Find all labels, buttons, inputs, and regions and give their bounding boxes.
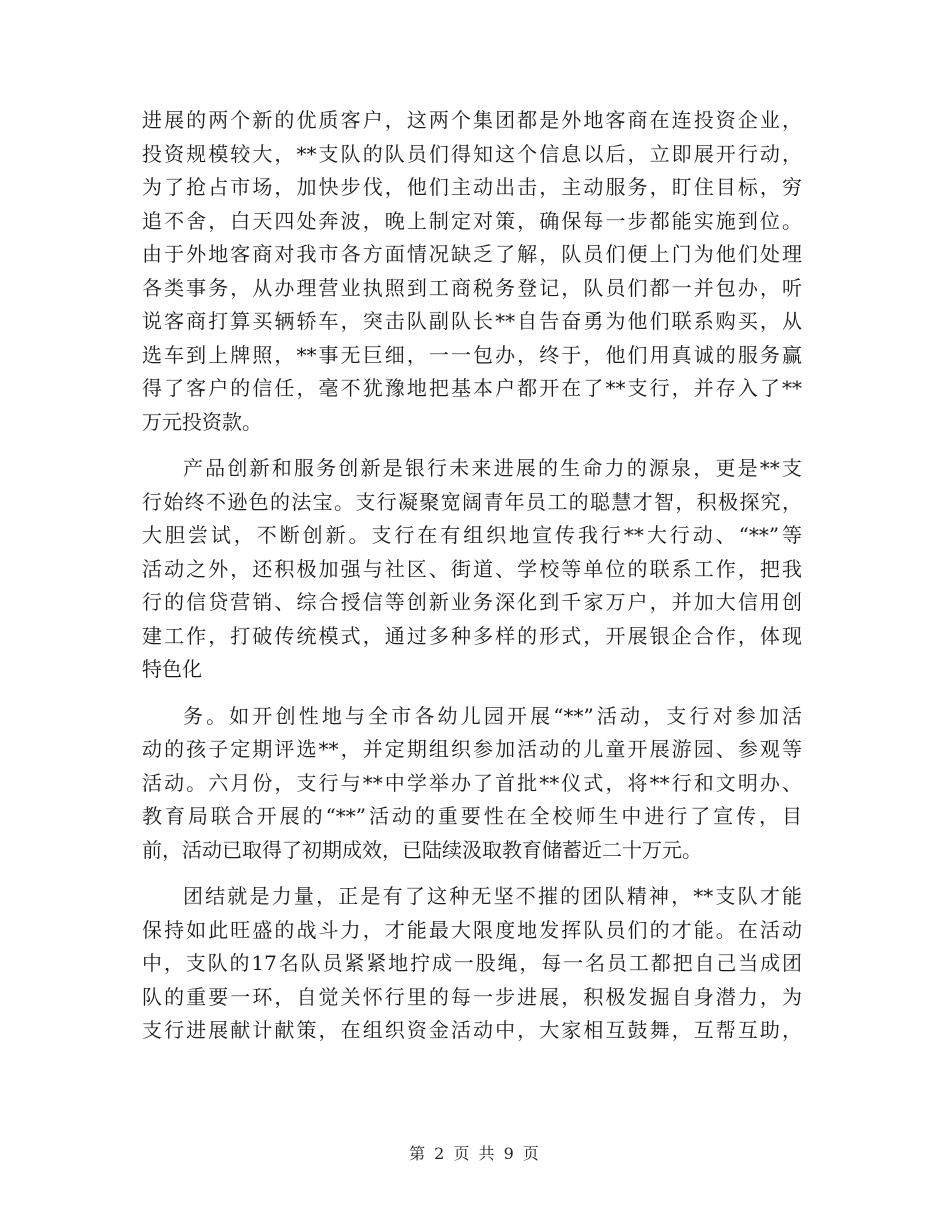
paragraph-line: 活动。六月份，支行与**中学举办了首批**仪式，将**行和文明办、	[142, 770, 802, 795]
paragraph-2	[142, 452, 802, 687]
paragraph-line: 队的重要一环，自觉关怀行里的每一步进展，积极发掘自身潜力，为	[142, 984, 802, 1009]
paragraph-line: 中，支队的17名队员紧紧地拧成一股绳，每一名员工都把自己当成团	[142, 951, 802, 975]
paragraph-line: 行的信贷营销、综合授信等创新业务深化到千家万户，并加大信用创	[142, 590, 802, 614]
paragraph-line: 选车到上牌照，**事无巨细，一一包办，终于，他们用真诚的服务赢	[142, 342, 802, 367]
paragraph-3	[142, 700, 802, 868]
paragraph-line: 前，活动已取得了初期成效，已陆续汲取教育储蓄近二十万元。	[142, 837, 702, 862]
paragraph-line: 进展的两个新的优质客户，这两个集团都是外地客商在连投资企业，	[142, 108, 802, 132]
paragraph-line: 说客商打算买辆轿车，突击队副队长**自告奋勇为他们联系购买，从	[142, 309, 802, 333]
paragraph-line: 行始终不逊色的法宝。支行凝聚宽阔青年员工的聪慧才智，积极探究，	[142, 489, 802, 514]
page-number-footer: 第 2 页 共 9 页	[409, 1144, 541, 1163]
paragraph-line: 保持如此旺盛的战斗力，才能最大限度地发挥队员们的才能。在活动	[142, 917, 802, 942]
paragraph-line: 为了抢占市场，加快步伐，他们主动出击，主动服务，盯住目标，穷	[142, 175, 802, 199]
paragraph-gap	[142, 867, 802, 880]
paragraph-line: 活动之外，还积极加强与社区、街道、学校等单位的联系工作，把我	[142, 556, 802, 581]
paragraph-line: 教育局联合开展的“**”活动的重要性在全校师生中进行了宣传，目	[142, 804, 802, 828]
paragraph-line: 务。如开创性地与全市各幼儿园开展“**”活动，支行对参加活	[183, 703, 802, 728]
paragraph-line: 万元投资款。	[142, 409, 262, 434]
paragraph-line: 特色化	[142, 657, 202, 681]
document-body	[142, 104, 802, 1048]
paragraph-line: 建工作，打破传统模式，通过多种多样的形式，开展银企合作，体现	[142, 623, 802, 648]
paragraph-line: 得了客户的信任，毫不犹豫地把基本户都开在了**支行，并存入了**	[142, 376, 802, 400]
paragraph-line: 追不舍，白天四处奔波，晚上制定对策，确保每一步都能实施到位。	[142, 208, 802, 233]
paragraph-line: 大胆尝试，不断创新。支行在有组织地宣传我行**大行动、“**”等	[142, 523, 802, 547]
paragraph-line: 动的孩子定期评选**，并定期组织参加活动的儿童开展游园、参观等	[142, 737, 802, 761]
paragraph-1	[142, 104, 802, 439]
paragraph-gap	[142, 439, 802, 452]
paragraph-line: 团结就是力量，正是有了这种无坚不摧的团队精神，**支队才能	[183, 884, 802, 908]
paragraph-line: 由于外地客商对我市各方面情况缺乏了解，队员们便上门为他们处理	[142, 242, 802, 266]
paragraph-gap	[142, 687, 802, 700]
paragraph-4	[142, 880, 802, 1048]
paragraph-line: 投资规模较大，**支队的队员们得知这个信息以后，立即展开行动，	[142, 141, 802, 166]
paragraph-line: 各类事务，从办理营业执照到工商税务登记，队员们都一并包办，听	[142, 275, 802, 300]
paragraph-line: 产品创新和服务创新是银行未来进展的生命力的源泉，更是**支	[183, 456, 802, 480]
paragraph-line: 支行进展献计献策，在组织资金活动中，大家相互鼓舞，互帮互助，	[142, 1018, 802, 1042]
